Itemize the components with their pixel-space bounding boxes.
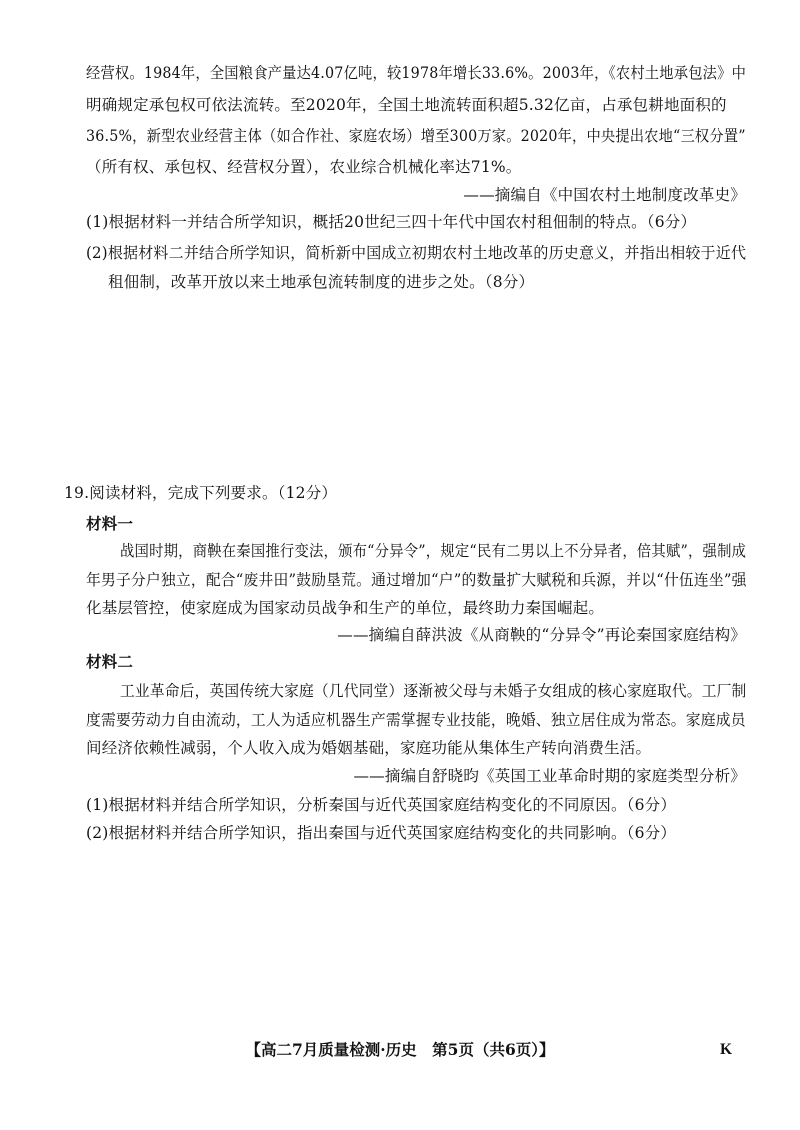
- material-1-label: 材料一: [86, 514, 134, 533]
- question-18-2-cont: 租佃制，改革开放以来土地承包流转制度的进步之处。（8分）: [108, 273, 535, 291]
- page-footer: 【高二7月质量检测·历史 第5页（共6页）】: [245, 1040, 555, 1059]
- material-2-label: 材料二: [86, 652, 134, 671]
- paper-code: K: [720, 1041, 733, 1058]
- top-text-line-4: （所有权、承包权、经营权分置），农业综合机械化率达71%。: [86, 158, 522, 176]
- material-1-source: ——摘编自薛洪波《从商鞅的“分异令”再论秦国家庭结构》: [337, 626, 746, 644]
- material-1-line-1: 战国时期，商鞅在秦国推行变法，颁布“分异令”，规定“民有二男以上不分异者，倍其赋”，强制成: [120, 542, 747, 560]
- question-19-1: (1)根据材料并结合所学知识，分析秦国与近代英国家庭结构变化的不同原因。（6分）: [86, 796, 677, 814]
- top-source: ——摘编自《中国农村土地制度改革史》: [463, 186, 746, 204]
- top-text-line-2: 明确规定承包权可依法流转。至2020年，全国土地流转面积超5.32亿亩，占承包耕地面积的: [86, 96, 727, 114]
- material-2-line-1: 工业革命后，英国传统大家庭（几代同堂）逐渐被父母与未婚子女组成的核心家庭取代。工厂制: [120, 682, 747, 700]
- material-2-source: ——摘编自舒晓昀《英国工业革命时期的家庭类型分析》: [353, 767, 746, 785]
- material-2-line-3: 间经济依赖性减弱，个人收入成为婚姻基础，家庭功能从集体生产转向消费生活。: [86, 739, 652, 757]
- question-18-2: (2)根据材料二并结合所学知识，简析新中国成立初期农村土地改革的历史意义，并指出相较于近代: [86, 244, 747, 262]
- top-text-line-1: 经营权。1984年，全国粮食产量达4.07亿吨，较1978年增长33.6%。2003年，《农村土地承包法》中: [86, 64, 747, 82]
- material-1-line-2: 年男子分户独立，配合“废井田”鼓励垦荒。通过增加“户”的数量扩大赋税和兵源，并以“什伍连坐”强: [86, 571, 747, 589]
- top-text-line-3: 36.5%，新型农业经营主体（如合作社、家庭农场）增至300万家。2020年，中央提出农地“三权分置”: [86, 127, 746, 145]
- material-2-line-2: 度需要劳动力自由流动，工人为适应机器生产需掌握专业技能，晚婚、独立居住成为常态。家庭成员: [86, 711, 746, 729]
- question-18-1: (1)根据材料一并结合所学知识，概括20世纪三四十年代中国农村租佃制的特点。（6分）: [86, 213, 697, 231]
- material-1-line-3: 化基层管控，使家庭成为国家动员战争和生产的单位，最终助力秦国崛起。: [86, 599, 605, 617]
- question-19-2: (2)根据材料并结合所学知识，指出秦国与近代英国家庭结构变化的共同影响。（6分）: [86, 824, 677, 842]
- question-19-heading: 19.阅读材料，完成下列要求。（12分）: [64, 484, 338, 502]
